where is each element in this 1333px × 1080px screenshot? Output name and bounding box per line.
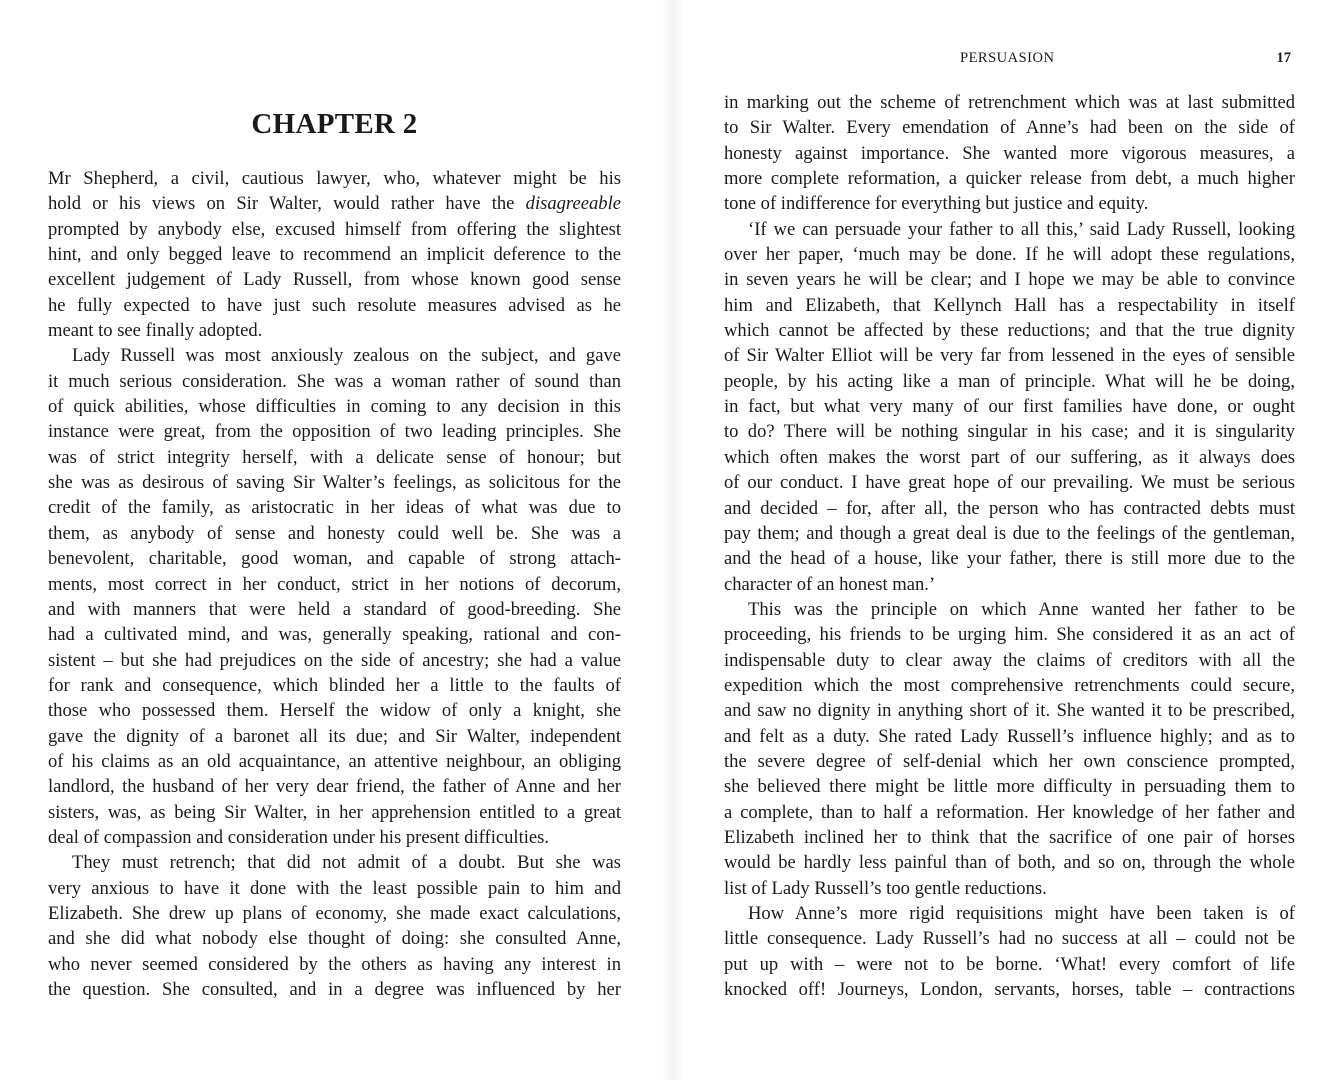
text-line: and decided – for, after all, the person who has contracted debts must bbox=[724, 497, 1295, 519]
text-line: and she did what nobody else thought of doing: she consulted Anne, bbox=[48, 928, 621, 950]
text-line: pay them; and though a great deal is due to the feelings of the gentleman, bbox=[724, 522, 1295, 544]
paragraph bbox=[724, 90, 1295, 217]
text-line: for rank and consequence, which blinded her a little to the faults of bbox=[48, 674, 621, 696]
text-line: excellent judgement of Lady Russell, from whose known good sense bbox=[48, 269, 621, 291]
text-line: This was the principle on which Anne wanted her father to be bbox=[748, 598, 1295, 620]
running-head-title: PERSUASION bbox=[960, 50, 1055, 66]
text-line: the question. She consulted, and in a degree was influenced by her bbox=[48, 979, 621, 1000]
text-line: sistent – but she had prejudices on the side of ancestry; she had a value bbox=[48, 649, 621, 671]
paragraph bbox=[724, 217, 1295, 597]
text-line: of his claims as an old acquaintance, an attentive neighbour, an obliging bbox=[48, 750, 621, 772]
text-line: which cannot be affected by these reductions; and that the true dignity bbox=[724, 320, 1295, 342]
text-line: sisters, was, as being Sir Walter, in her apprehension entitled to a great bbox=[48, 801, 621, 823]
text-line: and with manners that were held a standard of good-breeding. She bbox=[48, 598, 621, 620]
text-line: gave the dignity of a baronet all its due; and Sir Walter, independent bbox=[48, 725, 621, 747]
text-line: landlord, the husband of her very dear friend, the father of Anne and her bbox=[48, 776, 621, 798]
text-line: list of Lady Russell’s too gentle reductions. bbox=[724, 877, 1047, 899]
text-line: credit of the family, as aristocratic in her ideas of what was due to bbox=[48, 497, 621, 519]
text-line: How Anne’s more rigid requisitions might have been taken is of bbox=[748, 903, 1295, 924]
text-line: ‘If we can persuade your father to all this,’ said Lady Russell, looking bbox=[748, 218, 1295, 240]
text-line: Elizabeth. She drew up plans of economy, she made exact calculations, bbox=[48, 902, 621, 924]
text-line: of our conduct. I have great hope of our prevailing. We must be serious bbox=[724, 472, 1295, 494]
paragraph bbox=[724, 597, 1295, 901]
text-line: a complete, than to half a reformation. Her knowledge of her father and bbox=[724, 801, 1295, 823]
text-line: hold or his views on Sir Walter, would rather have the disagreeable bbox=[48, 193, 621, 215]
text-line: in seven years he will be clear; and I hope we may be able to convince bbox=[724, 269, 1295, 291]
text-line: in fact, but what very many of our first families have done, or ought bbox=[724, 396, 1295, 418]
text-line: knocked off! Journeys, London, servants, horses, table – contractions bbox=[724, 979, 1295, 1001]
text-line: would be hardly less painful than of both, and so on, through the whole bbox=[724, 852, 1295, 874]
chapter-title: CHAPTER 2 bbox=[251, 108, 418, 140]
text-line: over her paper, ‘much may be done. If he will adopt these regulations, bbox=[724, 244, 1295, 266]
text-line: proceeding, his friends to be urging him. She considered it as an act of bbox=[724, 624, 1295, 646]
text-line: them, as anybody of sense and honesty could well be. She was a bbox=[48, 522, 621, 544]
text-line: expedition which the most comprehensive retrenchments could secure, bbox=[724, 674, 1295, 696]
text-line: the severe degree of self-denial which her own conscience prompted, bbox=[724, 750, 1295, 772]
text-line: instance were great, from the opposition of two leading principles. She bbox=[48, 421, 621, 443]
text-line: and saw no dignity in anything short of it. She wanted it to be prescribed, bbox=[724, 700, 1295, 722]
text-line: Elizabeth inclined her to think that the sacrifice of one pair of horses bbox=[724, 826, 1295, 848]
text-line: people, by his acting like a man of principle. What will he be doing, bbox=[724, 370, 1295, 392]
paragraph bbox=[724, 901, 1295, 1002]
text-line: more complete reformation, a quicker release from debt, a much higher bbox=[724, 168, 1295, 190]
text-line: had a cultivated mind, and was, generally speaking, rational and con- bbox=[48, 624, 621, 646]
text-line: was of strict integrity herself, with a delicate sense of honour; but bbox=[48, 446, 621, 468]
text-line: in marking out the scheme of retrenchment which was at last submitted bbox=[724, 92, 1295, 113]
text-line: ments, most correct in her conduct, strict in her notions of decorum, bbox=[48, 573, 621, 595]
book-gutter bbox=[662, 0, 684, 1080]
text-line: him and Elizabeth, that Kellynch Hall has a respectability in itself bbox=[724, 294, 1295, 316]
text-line: hint, and only begged leave to recommend an implicit deference to the bbox=[48, 244, 621, 266]
text-line: and the head of a house, like your father, there is still more due to the bbox=[724, 548, 1295, 570]
left-page-body bbox=[48, 166, 621, 1002]
text-line: deal of compassion and consideration under his present difficulties. bbox=[48, 826, 550, 848]
text-line: which often makes the worst part of our suffering, as it always does bbox=[724, 446, 1295, 468]
left-page bbox=[48, 0, 621, 1080]
text-line: Lady Russell was most anxiously zealous on the subject, and gave bbox=[72, 345, 621, 367]
text-line: little consequence. Lady Russell’s had no success at all – could not be bbox=[724, 928, 1295, 950]
paragraph bbox=[48, 850, 621, 1002]
text-line: it much serious consideration. She was a woman rather of sound than bbox=[48, 370, 621, 392]
text-line: she was as desirous of saving Sir Walter’s feelings, as solicitous for the bbox=[48, 472, 621, 494]
paragraph bbox=[48, 343, 621, 850]
text-line: meant to see finally adopted. bbox=[48, 320, 263, 342]
text-line: he fully expected to have just such resolute measures advised as he bbox=[48, 294, 621, 316]
text-line: prompted by anybody else, excused himself from offering the slightest bbox=[48, 218, 621, 240]
text-line: Mr Shepherd, a civil, cautious lawyer, who, whatever might be his bbox=[48, 168, 621, 189]
text-line: of Sir Walter Elliot will be very far from lessened in the eyes of sensible bbox=[724, 345, 1295, 367]
text-line: and felt as a duty. She rated Lady Russell’s influence highly; and as to bbox=[724, 725, 1295, 747]
text-line: very anxious to have it done with the least possible pain to him and bbox=[48, 877, 621, 899]
running-head bbox=[724, 50, 1295, 70]
text-line: honesty against importance. She wanted more vigorous measures, a bbox=[724, 142, 1295, 164]
page-number: 17 bbox=[1276, 50, 1291, 66]
text-line: she believed there might be little more difficulty in persuading them to bbox=[724, 776, 1295, 798]
text-line: put up with – were not to be borne. ‘What! every comfort of life bbox=[724, 953, 1295, 975]
text-line: character of an honest man.’ bbox=[724, 573, 936, 595]
right-page bbox=[724, 0, 1295, 1080]
emphasis-text: disagreeable bbox=[525, 193, 621, 215]
text-line: those who possessed them. Herself the widow of only a knight, she bbox=[48, 700, 621, 722]
text-line: They must retrench; that did not admit of a doubt. But she was bbox=[72, 852, 621, 874]
text-line: to do? There will be nothing singular in his case; and it is singularity bbox=[724, 421, 1295, 443]
text-line: who never seemed considered by the others as having any interest in bbox=[48, 953, 621, 975]
text-line: of quick abilities, whose difficulties in coming to any decision in this bbox=[48, 396, 621, 418]
paragraph bbox=[48, 166, 621, 343]
text-line: benevolent, charitable, good woman, and capable of strong attach- bbox=[48, 548, 621, 570]
text-line: indispensable duty to clear away the claims of creditors with all the bbox=[724, 649, 1295, 671]
text-line: to Sir Walter. Every emendation of Anne’s had been on the side of bbox=[724, 117, 1295, 139]
right-page-body bbox=[724, 90, 1295, 1002]
text-line: tone of indifference for everything but justice and equity. bbox=[724, 193, 1149, 215]
